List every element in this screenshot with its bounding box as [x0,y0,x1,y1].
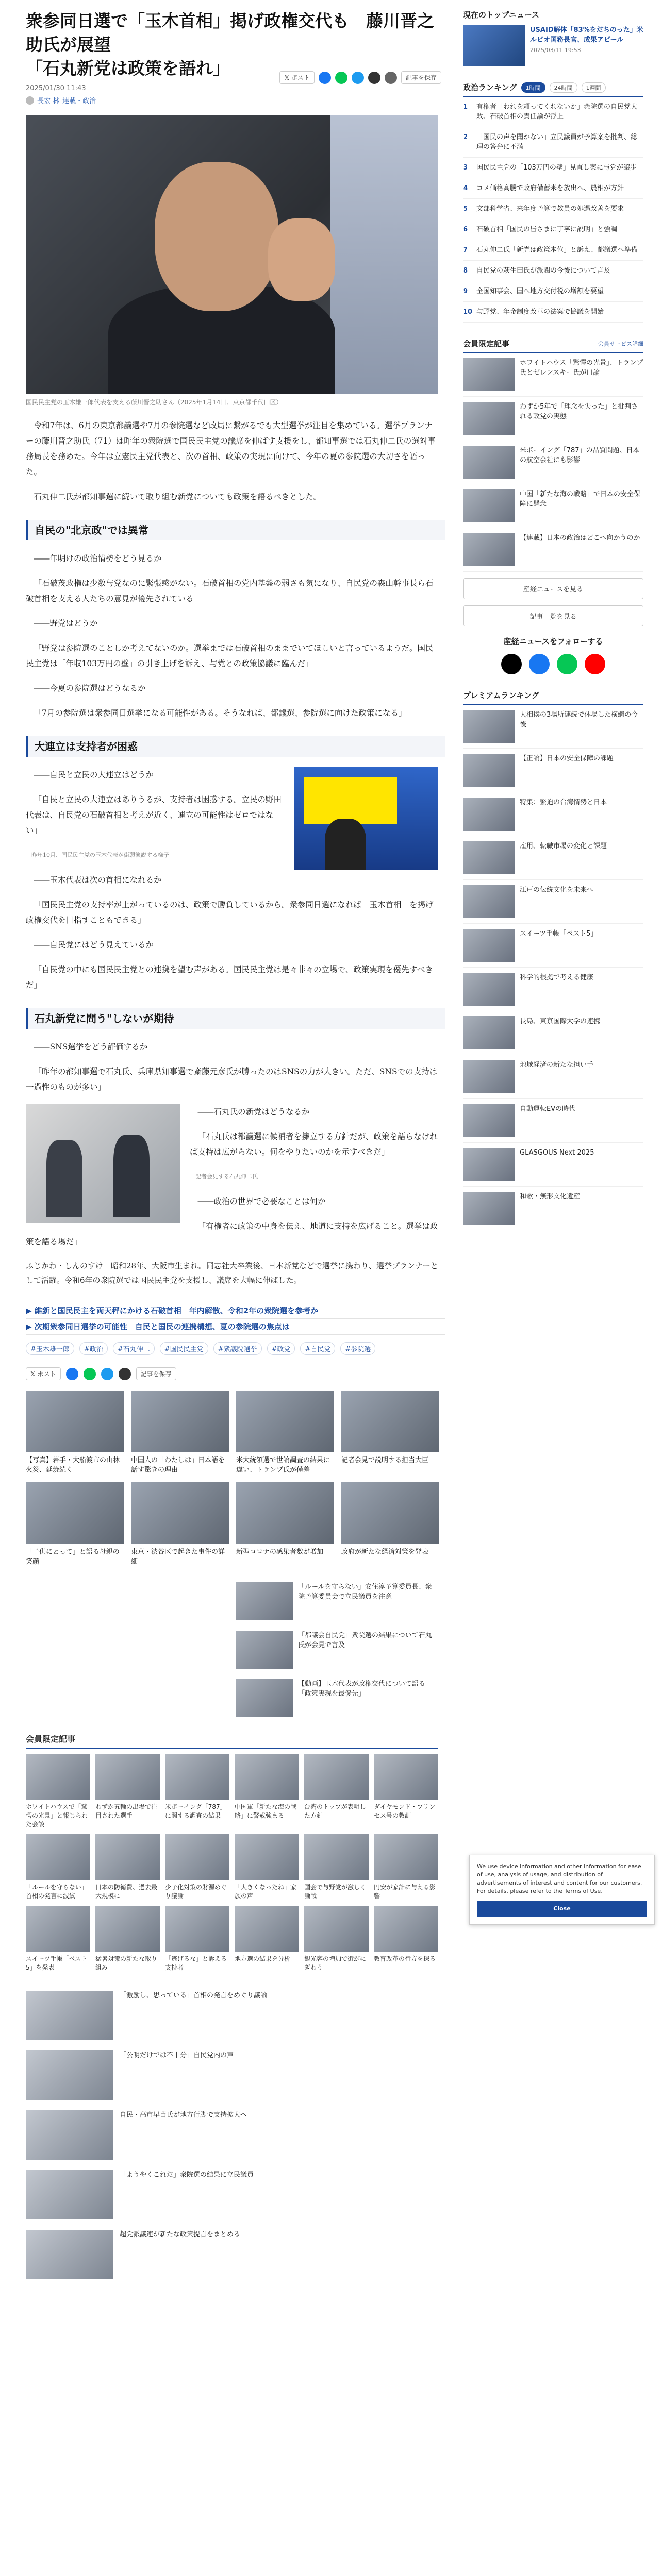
list-item[interactable]: 【正論】日本の安全保障の課題 [463,749,643,792]
grid-item[interactable]: 「逃げるな」と訴える支持者 [165,1906,229,1972]
line-icon[interactable] [335,72,347,84]
list-item[interactable]: 【連載】日本の政治はどこへ向かうのか [463,528,643,572]
tile[interactable]: 米大統領選で世論調査の結果に違い、トランプ氏が僅差 [236,1391,334,1475]
tab-1w[interactable]: 1週間 [582,82,606,93]
ranking-item[interactable]: 4 コメ価格高騰で政府備蓄米を放出へ、農相が方針 [463,178,643,199]
third-photo [26,1104,180,1223]
paragraph: 「昨年の都知事選で石丸氏、兵庫県知事選で斎藤元彦氏が勝ったのはSNSの力が大きい。ただ、SNSでの支持は一過性のものが多い」 [26,1067,438,1092]
article-title: 衆参同日選で「玉木首相」掲げ政権交代も 藤川晋之助氏が展望 「石丸新党は政策を語れ」 [26,11,434,78]
section1-body [26,551,438,721]
tag[interactable]: #玉木雄一郎 [26,1342,74,1355]
ranking-item[interactable]: 6 石破首相「国民の皆さまに丁寧に説明」と強調 [463,219,643,240]
list-item[interactable]: GLASGOUS Next 2025 [463,1143,643,1187]
list-item[interactable]: 「公明だけでは不十分」自民党内の声 [26,2050,438,2100]
facebook-icon[interactable] [529,654,550,674]
paragraph: ――自民党にはどう見えているか [34,940,154,950]
member-header: 会員限定記事 会員サービス詳細 [463,338,643,353]
bookmark-button[interactable]: 記事を保存 [136,1367,176,1380]
grid-item[interactable]: 「ルールを守らない」首相の発言に波紋 [26,1834,90,1901]
main-photo [26,115,438,394]
article-date: 2025/01/30 11:43 [26,84,86,92]
list-item[interactable]: ホワイトハウス「驚愕の光景」、トランプ氏とゼレンスキー氏が口論 [463,353,643,397]
view-more-button[interactable]: 産経ニュースを見る [463,578,643,599]
tab-1h[interactable]: 1時間 [521,82,545,93]
paragraph: 「石丸氏は都議選に候補者を擁立する方針だが、政策を語らなければ支持は広がらない。何をやりたいのかを示すべきだ」 [190,1132,438,1157]
close-button[interactable]: Close [477,1901,647,1917]
article-meta [26,84,445,92]
paragraph: ――年明けの政治情勢をどう見るか [34,554,162,563]
ranking-header: 政治ランキング 1時間 24時間 1週間 [463,82,643,97]
ranking-item[interactable]: 9 全国知事会、国へ地方交付税の増額を要望 [463,281,643,302]
paragraph: ――石丸氏の新党はどうなるか [197,1107,310,1116]
ranking-item[interactable]: 7 石丸伸二氏「新党は政策本位」と訴え、都議選へ準備 [463,240,643,261]
section3-body [26,1039,438,1249]
article-body [26,418,438,504]
main-column [20,0,445,2290]
ranking-list [463,97,643,323]
grid-item[interactable]: 中国軍「新たな海の戦略」に警戒強まる [235,1754,299,1829]
related-links [26,1303,445,1335]
list-item[interactable]: 大相撲の3場所連続で休場した横綱の今後 [463,705,643,749]
tile[interactable]: 新型コロナの感染者数が増加 [236,1482,334,1567]
paragraph: 「国民民主党の支持率が上がっているのは、政策で勝負しているから。衆参同日選になれば「玉木首相」を掲げ政権交代を目指すこともできる」 [26,900,434,925]
premium-list [463,705,643,1230]
top-news-item[interactable]: USAID解体「83%をだちのった」米ルビオ国務長官、成果アピール 2025/03/11 19:53 [463,25,643,66]
grid-item[interactable]: 教育改革の行方を探る [374,1906,438,1972]
paragraph: 石丸伸二氏が都知事選に続いて取り組む新党についても政策を語るべきとした。 [34,492,322,501]
share-row [279,71,441,84]
paragraph: 「野党は参院選のことしか考えてないのか。選挙までは石破首相のままでいてほしいと言っているようだ。国民民主党は「年収103万円の壁」の引き上げを訴え、与党との政策協議に臨んだ」 [26,643,434,668]
post-button[interactable]: 𝕏 ポスト [26,1367,61,1380]
facebook-icon[interactable] [66,1368,78,1380]
list-item[interactable]: 自民・高市早苗氏が地方行脚で支持拡大へ [26,2110,438,2160]
list-item[interactable]: 超党派議連が新たな政策提言をまとめる [26,2230,438,2279]
list-item[interactable]: 米ボーイング「787」の品質問題、日本の航空会社にも影響 [463,440,643,484]
mail-icon[interactable] [368,72,380,84]
line-icon[interactable] [557,654,577,674]
youtube-icon[interactable] [585,654,605,674]
tag[interactable]: #衆議院選挙 [213,1342,262,1355]
list-item[interactable]: 江戸の伝統文化を未来へ [463,880,643,924]
x-icon[interactable] [501,654,522,674]
tile[interactable]: 【写真】岩手・大船渡市の山林火災、延焼続く [26,1391,124,1475]
secondary-photo-caption: 昨年10月、国民民主党の玉木代表が街頭演説する様子 [31,852,169,858]
secondary-photo [294,767,438,870]
print-icon[interactable] [385,72,397,84]
member-section-title: 会員限定記事 [26,1733,438,1749]
premium-header: プレミアムランキング [463,690,643,705]
list-item[interactable]: 自動運転EVの時代 [463,1099,643,1143]
tag[interactable]: #自民党 [300,1342,335,1355]
section2-body [26,767,438,993]
member-grid [26,1754,445,1972]
paragraph: ――自民と立民の大連立はどうか [34,770,154,779]
tile[interactable]: 中国人の「わたしは」日本語を話す驚きの理由 [131,1391,229,1475]
list-item[interactable]: 特集：緊迫の台湾情勢と日本 [463,792,643,836]
tag-list [26,1342,445,1355]
list-item[interactable]: 地域経済の新たな担い手 [463,1055,643,1099]
ranking-item[interactable]: 8 自民党の萩生田氏が派閥の今後について言及 [463,261,643,281]
list-item[interactable]: 和歌・無形文化遺産 [463,1187,643,1230]
photo-caption: 国民民主党の玉木雄一郎代表を支える藤川晋之助さん（2025年1月14日、東京都千代田区） [26,399,283,406]
tile[interactable]: 東京・渋谷区で起きた事件の詳細 [131,1482,229,1567]
paragraph: 「石破茂政権は少数与党なのに緊張感がない。石破首相の党内基盤の弱さも気になり、自民党の森山幹事長ら石破首相を支える人たちの意見が優先されている」 [26,579,434,603]
ranking-item[interactable]: 5 文部科学省、来年度予算で教員の処遇改善を要求 [463,199,643,219]
section-heading: 大連立は支持者が困惑 [26,736,445,757]
tag[interactable]: #政治 [79,1342,108,1355]
grid-item[interactable]: わずか五輪の出場で注目された選手 [95,1754,160,1829]
list-item[interactable]: スイーツ手帳「ベスト5」 [463,924,643,968]
avatar [26,96,34,105]
list-item[interactable]: 「激励し、思っている」首相の発言をめぐり議論 [26,1991,438,2040]
grid-item[interactable]: 「大きくなったね」家族の声 [235,1834,299,1901]
list-item[interactable]: 「ようやくこれだ」衆院選の結果に立民議員 [26,2170,438,2219]
paragraph: 「自民と立民の大連立はありうるが、支持者は困惑する。立民の野田代表は、自民党の石破首相と考えが近く、連立の可能性はゼロではない」 [26,795,282,835]
list-item[interactable]: 【動画】玉木代表が政権交代について語る「政策実現を最優先」 [236,1679,437,1717]
author-name[interactable]: 長宏 林 [37,97,60,105]
related-list [236,1582,437,1717]
related-link[interactable]: ▶ 次期衆参同日選挙の可能性 自民と国民の連携構想、夏の参院選の焦点は [26,1319,445,1335]
post-button[interactable]: 𝕏 ポスト [279,71,315,84]
article-list-button[interactable]: 記事一覧を見る [463,605,643,626]
list-item[interactable]: 雇用、転職市場の変化と課題 [463,836,643,880]
paragraph: 「7月の参院選は衆参同日選挙になる可能性がある。そうなれば、都議選、参院選に向けた政策になる」 [34,708,407,718]
member-list [463,353,643,572]
tag[interactable]: #国民民主党 [160,1342,208,1355]
line-icon[interactable] [84,1368,96,1380]
paragraph: ――野党はどうか [34,619,98,628]
ranking-item[interactable]: 10 与野党、年金制度改革の法案で協議を開始 [463,302,643,323]
tag[interactable]: #石丸伸二 [113,1342,155,1355]
paragraph: 「有権者に政策の中身を伝え、地道に支持を広げること。選挙は政策を語る場だ」 [26,1222,438,1246]
list-item[interactable]: 中国「新たな海の戦略」で日本の安全保障に懸念 [463,484,643,528]
grid-item[interactable]: 観光客の増加で街がにぎわう [304,1906,369,1972]
paragraph: ――玉木代表は次の首相になれるか [34,875,162,885]
facebook-icon[interactable] [319,72,331,84]
grid-item[interactable]: 国会で与野党が激しく論戦 [304,1834,369,1901]
grid-item[interactable]: 日本の防衛費、過去最大規模に [95,1834,160,1901]
list-item[interactable]: 「都議会自民党」衆院選の結果について石丸氏が会見で言及 [236,1631,437,1669]
ranking-item[interactable]: 1 有権者「われを頼ってくれないか」衆院選の自民党大敗、石破首相の責任論が浮上 [463,97,643,127]
mail-icon[interactable] [119,1368,131,1380]
author-line[interactable] [26,95,445,105]
list-item[interactable]: 長島、東京国際大学の連携 [463,1011,643,1055]
grid-item[interactable]: 猛暑対策の新たな取り組み [95,1906,160,1972]
tile[interactable]: 政府が新たな経済対策を発表 [341,1482,439,1567]
bottom-list [26,1991,438,2279]
list-item[interactable]: わずか5年で「理念を失った」と批判される政党の実態 [463,397,643,440]
author-tag[interactable]: 連載・政治 [62,97,96,105]
paragraph: 令和7年は、6月の東京都議選や7月の参院選など政局に繋がるでも大型選挙が注目を集めている。選挙プランナーの藤川晋之助氏（71）は昨年の衆院選で国民民主党の議席を伸ばす支援をし、都知事選では石丸伸二氏の選対事務局長を務めた。今年は立憲民主党代表と、次の首相、政策の実現に向けて、今年の夏の参院選の大切さを語った。 [26,421,436,477]
section-heading: 石丸新党に問う"しないが期待 [26,1008,445,1029]
paragraph: ――SNS選挙をどう評価するか [34,1042,148,1052]
related-link[interactable]: ▶ 維新と国民民主を両天秤にかける石破首相 年内解散、令和2年の衆院選を参考か [26,1303,445,1319]
follow-heading: 産経ニュースをフォローする [503,637,603,646]
grid-item[interactable]: 少子化対策の財源めぐり議論 [165,1834,229,1901]
grid-item[interactable]: ダイヤモンド・プリンセス号の教訓 [374,1754,438,1829]
ranking-item[interactable]: 2 「国民の声を聞かない」立民議員が予算案を批判、総理の答弁に不満 [463,127,643,158]
photo-tiles [26,1391,445,1567]
social-icons [463,654,643,674]
grid-item[interactable]: 円安が家計に与える影響 [374,1834,438,1901]
tag[interactable]: #参院選 [340,1342,375,1355]
share-row-bottom [26,1367,445,1380]
author-bio: ふじかわ・しんのすけ 昭和28年、大阪市生まれ。同志社大卒業後、日本新党などで選挙に携わり、選挙プランナーとして活躍。令和6年の衆院選では国民民主党を支援し、議席を大幅に伸ばした。 [26,1261,438,1285]
paragraph: ――今夏の参院選はどうなるか [34,684,146,693]
bluesky-icon[interactable] [352,72,364,84]
bluesky-icon[interactable] [101,1368,113,1380]
top-news-heading: 現在のトップニュース [463,10,540,20]
tag[interactable]: #政党 [267,1342,295,1355]
paragraph: ――政治の世界で必要なことは何か [197,1197,326,1206]
grid-item[interactable]: スイーツ手帳「ベスト5」を発表 [26,1906,90,1972]
list-item[interactable]: 科学的根拠で考える健康 [463,968,643,1011]
tile[interactable]: 記者会見で説明する担当大臣 [341,1391,439,1475]
paragraph: 「自民党の中にも国民民主党との連携を望む声がある。国民民主党は是々非々の立場で、政策実現を優先すべきだ」 [26,965,433,990]
tab-24h[interactable]: 24時間 [550,82,577,93]
grid-item[interactable]: 米ボーイング「787」に関する調査の結果 [165,1754,229,1829]
grid-item[interactable]: 地方選の結果を分析 [235,1906,299,1972]
sidebar [463,0,643,1230]
cookie-banner: We use device information and other information for ease of use, analysis of usage, and distribution of advertisements of interest and content for our customers. For details, please refer to the Terms of Use. Close [469,1855,655,1925]
section-heading: 自民の"北京政"では異常 [26,520,445,540]
list-item[interactable]: 「ルールを守らない」安住淳予算委員長、衆院予算委員会で立民議員を注意 [236,1582,437,1620]
bookmark-button[interactable]: 記事を保存 [401,71,441,84]
member-more-link[interactable]: 会員サービス詳細 [598,340,643,347]
ranking-item[interactable]: 3 国民民主党の「103万円の壁」見直し案に与党が譲歩 [463,158,643,178]
grid-item[interactable]: ホワイトハウスで「驚愕の光景」と報じられた会談 [26,1754,90,1829]
grid-item[interactable]: 台湾のトップが表明した方針 [304,1754,369,1829]
third-photo-caption: 記者会見する石丸伸二氏 [195,1173,258,1180]
tile[interactable]: 「子供にとって」と語る母親の笑顔 [26,1482,124,1567]
